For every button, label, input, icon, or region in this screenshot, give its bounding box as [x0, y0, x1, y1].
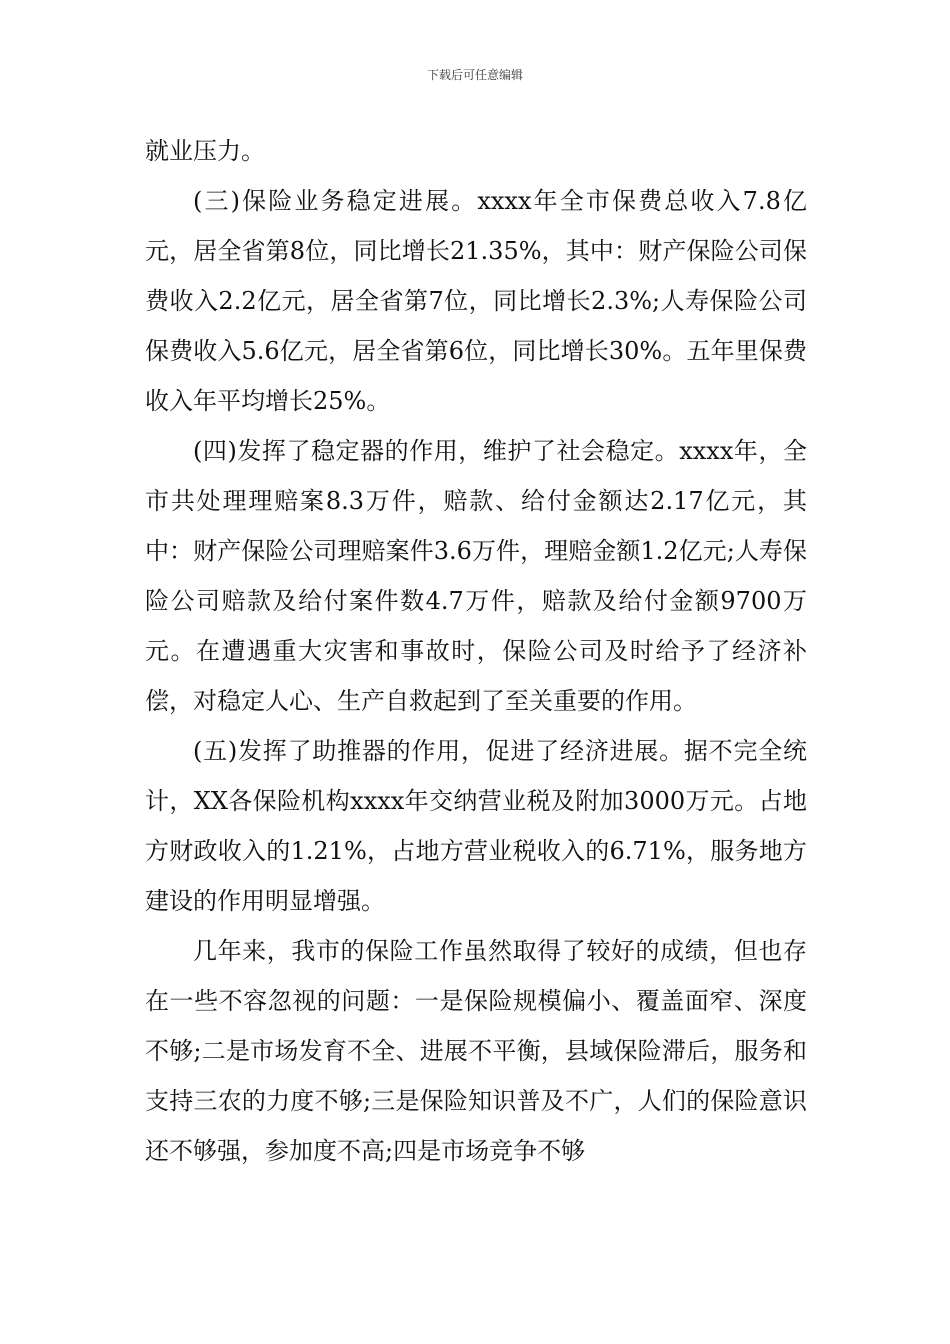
paragraph-booster-role: (五)发挥了助推器的作用，促进了经济进展。据不完全统计，XX各保险机构xxxx年交纳营业税及附加3000万元。占地方财政收入的1.21%，占地方营业税收入的6.71%，服务地方建设的作用明显增强。 — [145, 737, 807, 915]
paragraph-insurance-business: (三)保险业务稳定进展。xxxx年全市保费总收入7.8亿元，居全省第8位，同比增长21.35%，其中：财产保险公司保费收入2.2亿元，居全省第7位，同比增长2.3%;人寿保险公司保费收入5.6亿元，居全省第6位，同比增长30%。五年里保费收入年平均增长25%。 — [145, 187, 807, 415]
page-header-note: 下载后可任意编辑 — [426, 68, 523, 82]
paragraph-employment-pressure: 就业压力。 — [145, 137, 265, 165]
document-body — [145, 126, 807, 1176]
paragraph-stabilizer-role: (四)发挥了稳定器的作用，维护了社会稳定。xxxx年，全市共处理理赔案8.3万件，赔款、给付金额达2.17亿元，其中：财产保险公司理赔案件3.6万件，理赔金额1.2亿元;人寿保险公司赔款及给付案件数4.7万件，赔款及给付金额9700万元。在遭遇重大灾害和事故时，保险公司及时给予了经济补偿，对稳定人心、生产自救起到了至关重要的作用。 — [145, 437, 807, 715]
paragraph-problems: 几年来，我市的保险工作虽然取得了较好的成绩，但也存在一些不容忽视的问题：一是保险规模偏小、覆盖面窄、深度不够;二是市场发育不全、进展不平衡，县域保险滞后，服务和支持三农的力度不够;三是保险知识普及不广，人们的保险意识还不够强，参加度不高;四是市场竞争不够 — [145, 937, 807, 1165]
